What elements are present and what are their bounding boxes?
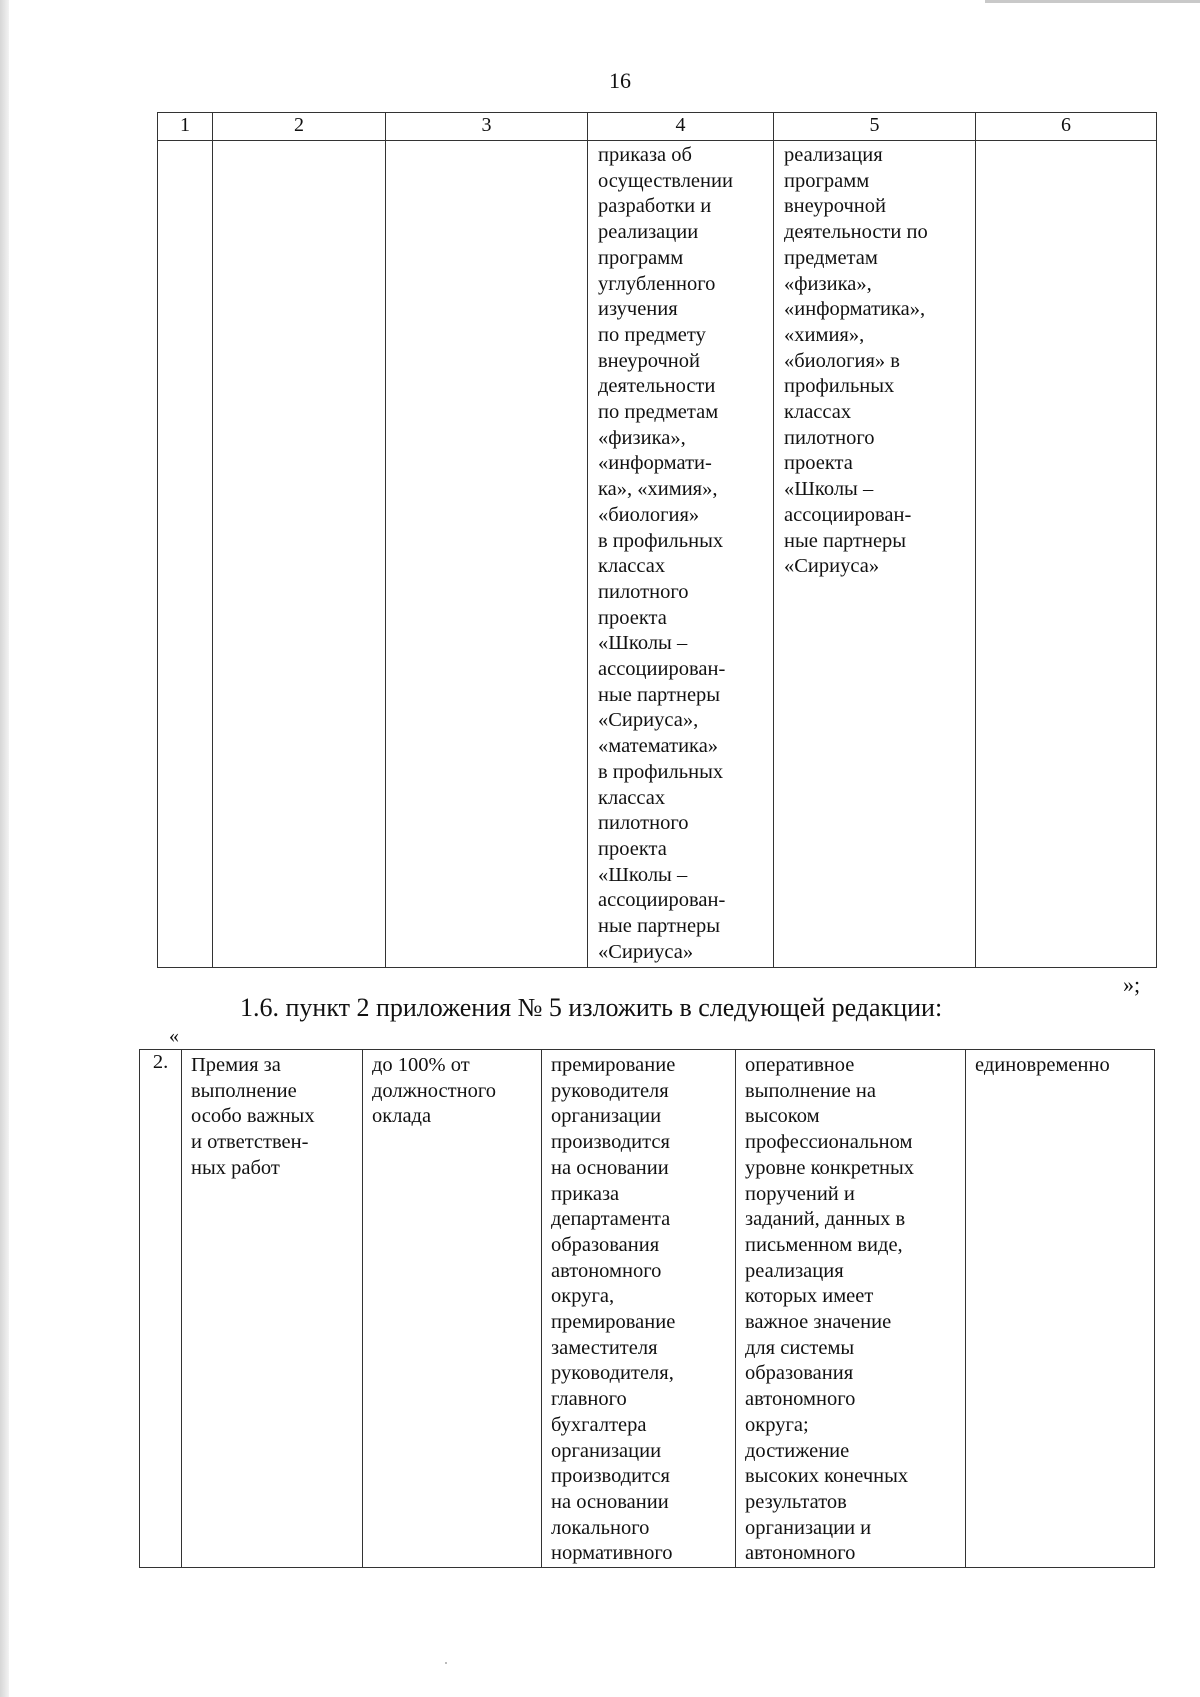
table2-cell-title: Премия за выполнение особо важных и ответствен- ных работ [182,1050,363,1568]
table2-cell-conditions: оперативное выполнение на высоком профессиональном уровне конкретных поручений и заданий, данных в письменном виде, реализация которых имеет важное значение для системы образования автономного округа; достижение высоких конечных результатов организации и автономного [736,1050,966,1568]
page-number: 16 [609,68,631,93]
table2-cell-number: 2. [140,1050,182,1568]
column-number-1: 1 [158,113,213,141]
table1-cell-col1 [158,141,213,968]
scan-edge-left [0,0,9,1697]
scan-speck [445,1662,447,1664]
column-number-2: 2 [213,113,386,141]
table-row [158,141,1157,968]
column-number-4: 4 [588,113,774,141]
column-number-3: 3 [386,113,588,141]
column-number-6: 6 [976,113,1157,141]
table-row [140,1050,1155,1568]
table2-cell-amount: до 100% от должностного оклада [363,1050,542,1568]
scan-edge-top-right [985,0,1200,3]
table-new-edition [139,1049,1155,1568]
table-header-row [158,113,1157,141]
opening-quote: « [169,1025,179,1047]
table1-cell-col4: приказа об осуществлении разработки и реализации программ углубленного изучения по предмету внеурочной деятельности по предметам «физика», «информати- ка», «химия», «биология» в профильных классах пилотного проекта «Школы – ассоциирован- ные партнеры «Сириуса», «математика» в профильных классах пилотного проекта «Школы – ассоциирован- ные партнеры «Сириуса» [588,141,774,968]
column-number-5: 5 [774,113,976,141]
closing-quote: »; [1123,972,1141,997]
table1-cell-col5: реализация программ внеурочной деятельности по предметам «физика», «информатика», «химия», «биология» в профильных классах пилотного проекта «Школы – ассоциирован- ные партнеры «Сириуса» [774,141,976,968]
table2-cell-frequency: единовременно [966,1050,1155,1568]
table-continuation [157,112,1157,968]
table2-cell-procedure: премирование руководителя организации производится на основании приказа департамента образования автономного округа, премирование заместителя руководителя, главного бухгалтера организации производится на основании локального нормативного [542,1050,736,1568]
table1-cell-col3 [386,141,588,968]
table1-cell-col6 [976,141,1157,968]
amendment-statement: 1.6. пункт 2 приложения № 5 изложить в следующей редакции: [240,993,943,1022]
table1-cell-col2 [213,141,386,968]
